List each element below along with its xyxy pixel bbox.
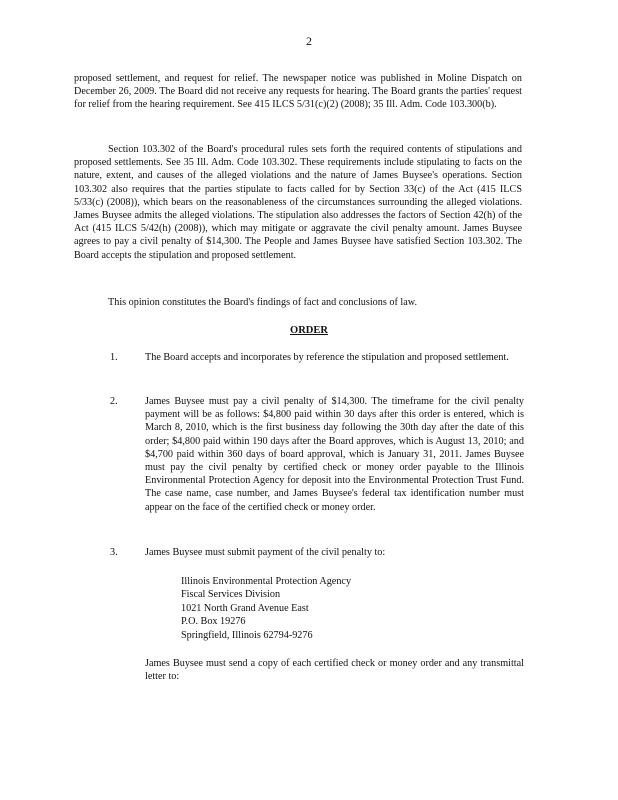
paragraph-findings: This opinion constitutes the Board's findings of fact and conclusions of law. — [108, 297, 418, 308]
address-line: Illinois Environmental Protection Agency — [181, 576, 352, 587]
address-line: P.O. Box 19276 — [181, 616, 246, 628]
address-line: Springfield, Illinois 62794-9276 — [181, 629, 313, 641]
order-item-text: James Buysee must submit payment of the civil penalty to: — [145, 547, 386, 558]
paragraph-copy-instruction: James Buysee must send a copy of each certified check or money order and any transmittal letter to: — [145, 658, 524, 683]
address-line: Fiscal Services Division — [181, 589, 281, 601]
order-item-number: 2. — [110, 396, 118, 407]
order-item-text: The Board accepts and incorporates by reference the stipulation and proposed settlement. — [145, 352, 509, 363]
page-number: 2 — [306, 34, 312, 48]
order-item-number: 3. — [110, 547, 118, 558]
paragraph-public-notice: proposed settlement, and request for relief. The newspaper notice was published in Moline Dispatch on December 26, 2009. The Board did not receive any requests for hearing. The Board grants the parties' request for relief from the hearing requirement. See 415 ILCS 5/31(c)(2) (2008); 35 Ill. Adm. Code 103.300(b). — [74, 73, 522, 111]
address-line: 1021 North Grand Avenue East — [181, 602, 309, 614]
order-heading: ORDER — [290, 325, 328, 336]
order-item-number: 1. — [110, 352, 118, 363]
payment-address — [181, 575, 431, 642]
order-item-text: James Buysee must pay a civil penalty of $14,300. The timeframe for the civil penalty payment will be as follows: $4,800 paid within 30 days after this order is entered, which is March 8, 2010, which is the first business day following the 30th day after the date of this order; $4,800 paid within 190 days after the Board approves, which is August 13, 2010; and $4,700 paid within 360 days of board approval, which is January 31, 2011. James Buysee must pay the civil penalty by certified check or money order payable to the Illinois Environmental Protection Agency for deposit into the Environmental Protection Trust Fund. The case name, case number, and James Buysee's federal tax identification number must appear on the face of the certified check or money order. — [145, 396, 524, 513]
paragraph-stipulation-requirements: Section 103.302 of the Board's procedural rules sets forth the required contents of stipulations and proposed settlements. See 35 Ill. Adm. Code 103.302. These requirements include stipulating to facts on the nature, extent, and causes of the alleged violations and the nature of James Buysee's operations. Section 103.302 also requires that the parties stipulate to facts called for by Section 33(c) of the Act (415 ILCS 5/33(c) (2008)), which bears on the reasonableness of the circumstances surrounding the alleged violations. James Buysee admits the alleged violations. The stipulation also addresses the factors of Section 42(h) of the Act (415 ILCS 5/42(h) (2008)), which may mitigate or aggravate the civil penalty amount. James Buysee agrees to pay a civil penalty of $14,300. The People and James Buysee have satisfied Section 103.302. The Board accepts the stipulation and proposed settlement. — [74, 144, 522, 261]
